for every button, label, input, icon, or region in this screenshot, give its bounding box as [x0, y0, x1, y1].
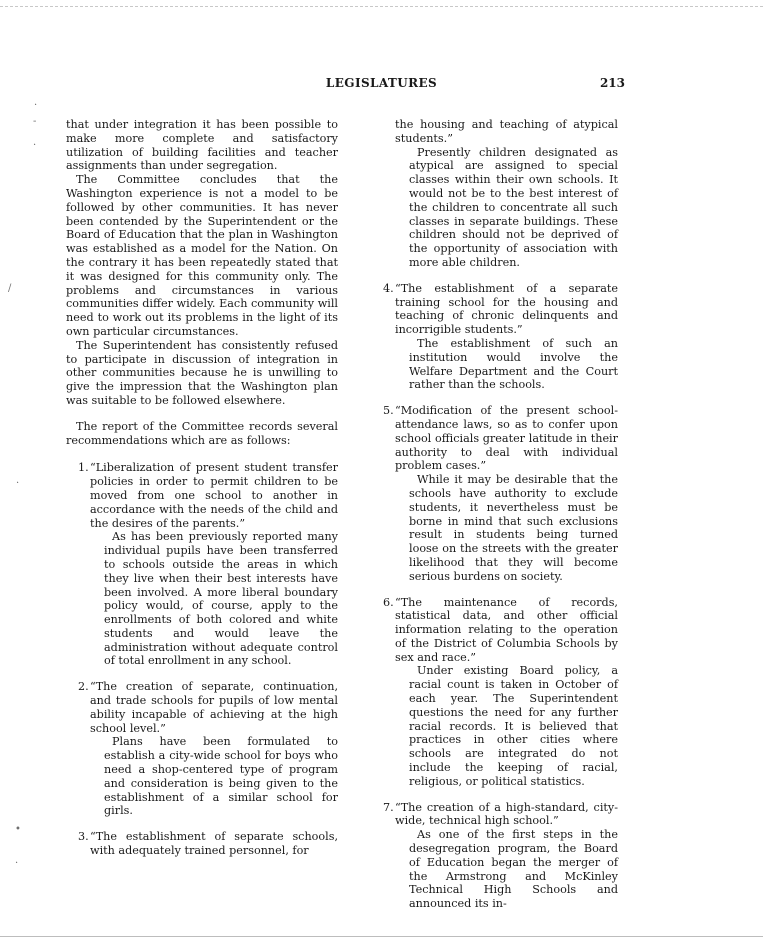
- recommendation-text: “Modification of the present school-attendance laws, so as to confer upon school officials greater latitude in their authority to deal with individual problem cases.”: [395, 404, 618, 473]
- recommendation-item: [371, 404, 618, 583]
- superintendent-comment: Presently children designated as atypical are assigned to special classes within their own schools. It would not be to the best interest of the children to concentrate all such classes in separate buildings. These children should not be deprived of the opportunity of association with more able children.: [409, 145, 618, 269]
- recommendation-text: “The establishment of a separate training school for the housing and teaching of chronic delinquents and incorrigible students.”: [395, 281, 618, 337]
- superintendent-comment: The establishment of such an institution would involve the Welfare Department and the Court rather than the schools.: [409, 336, 618, 392]
- recommendation-item: [66, 680, 338, 818]
- recommendation-text: “Liberalization of present student transfer policies in order to permit children to be moved from one school to another in accordance with the needs of the child and the desires of the parents.”: [90, 461, 338, 530]
- paragraph: that under integration it has been possible to make more complete and satisfactory utilization of building facilities and teacher assignments than under segregation.: [66, 118, 338, 173]
- item-number: 7.: [383, 800, 394, 814]
- right-column: [371, 118, 618, 911]
- scan-speck: ·: [34, 100, 38, 111]
- paragraph: The report of the Committee records several recommendations which are as follows:: [66, 419, 338, 447]
- superintendent-comment: As has been previously reported many individual pupils have been transferred to schools outside the areas in which they live when their best interests have been involved. A more liberal boundary policy would, of course, apply to the enrollments of both colored and white students and would leave the administration without adequate control of total enrollment in any school.: [104, 530, 338, 668]
- bottom-edge-rule: [0, 936, 763, 937]
- recommendation-item: [371, 596, 618, 789]
- item-number: 3.: [78, 830, 89, 844]
- item-number: 6.: [383, 595, 394, 609]
- recommendation-item: [371, 282, 618, 392]
- running-header-title: LEGISLATURES: [325, 76, 438, 90]
- left-column: [66, 118, 338, 858]
- scan-speck: ·: [33, 140, 37, 151]
- scan-speck: -: [33, 116, 37, 127]
- recommendation-item: [66, 461, 338, 668]
- superintendent-comment: As one of the first steps in the desegregation program, the Board of Education began the merger of the Armstrong and McKinley Technical High Schools and announced its in-: [409, 828, 618, 911]
- item-number: 4.: [383, 281, 394, 295]
- scan-speck: ·: [16, 478, 20, 489]
- scan-speck: /: [8, 283, 12, 294]
- superintendent-comment: While it may be desirable that the schools have authority to exclude students, it nevertheless must be borne in mind that such exclusions result in students being turned loose on the streets with the greater likelihood that they will become serious burdens on society.: [409, 473, 618, 583]
- scan-speck: ·: [15, 858, 19, 869]
- recommendation-text: “The creation of separate, continuation, and trade schools for pupils of low mental ability incapable of achieving at the high school level.”: [90, 680, 338, 735]
- paragraph: The Committee concludes that the Washington experience is not a model to be followed by other communities. It has never been contended by the Superintendent or the Board of Education that the plan in Washington was established as a model for the Nation. On the contrary it has been repeatedly stated that it was designed for this community only. The problems and circumstances in various communities differ widely. Each community will need to work out its problems in the light of its own particular circumstances.: [66, 173, 338, 338]
- item-number: 2.: [78, 680, 89, 694]
- recommendation-text: the housing and teaching of atypical students.”: [395, 118, 618, 145]
- top-edge-rule: [0, 6, 763, 7]
- item-number: 1.: [78, 461, 89, 475]
- recommendation-text: “The creation of a high-standard, city-wide, technical high school.”: [395, 800, 618, 828]
- recommendation-item: [66, 830, 338, 858]
- recommendation-text: “The maintenance of records, statistical data, and other official information relating to the operation of the District of Columbia Schools by sex and race.”: [395, 595, 618, 664]
- superintendent-comment: Plans have been formulated to establish a city-wide school for boys who need a shop-centered type of program and consideration is being given to the establishment of a similar school for girls.: [104, 735, 338, 818]
- recommendation-item: [371, 801, 618, 911]
- superintendent-comment: Under existing Board policy, a racial count is taken in October of each year. The Superintendent questions the need for any further racial records. It is believed that practices in other cities where schools are integrated do not include the keeping of racial, religious, or political statistics.: [409, 664, 618, 788]
- recommendation-text: “The establishment of separate schools, with adequately trained personnel, for: [90, 830, 338, 858]
- item-number: 5.: [383, 404, 394, 418]
- paragraph: The Superintendent has consistently refused to participate in discussion of integration in other communities because he is unwilling to give the impression that the Washington plan was suitable to be followed elsewhere.: [66, 338, 338, 407]
- page-number: 213: [599, 76, 625, 90]
- scan-speck: •: [15, 824, 21, 835]
- recommendation-continuation: [371, 118, 618, 270]
